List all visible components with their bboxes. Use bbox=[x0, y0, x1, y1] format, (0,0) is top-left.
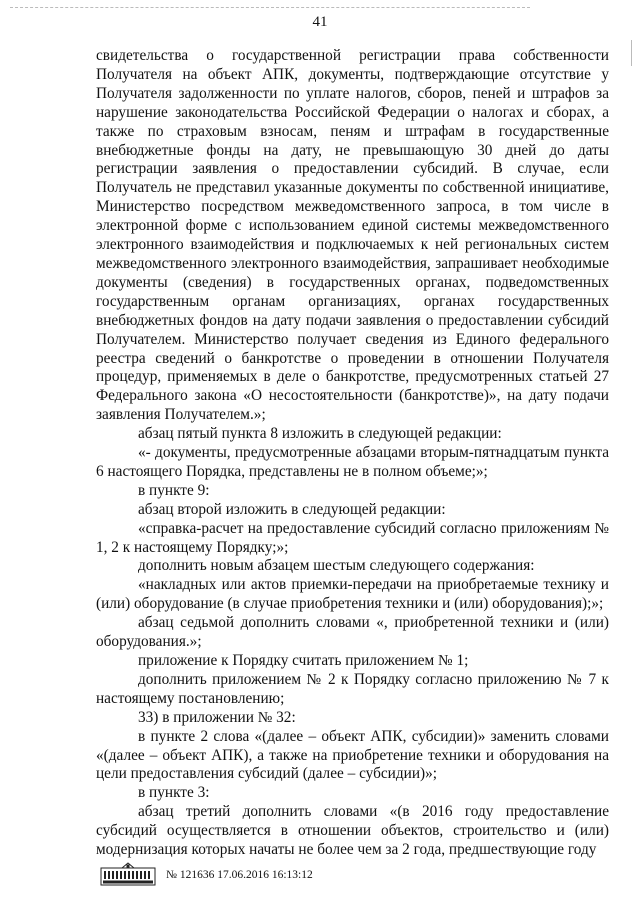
registration-number: № 121636 17.06.2016 16:13:12 bbox=[166, 869, 313, 881]
scan-edge-line bbox=[10, 7, 530, 10]
paragraph: в пункте 2 слова «(далее – объект АПК, субсидии)» заменить словами «(далее – объект АПК), а также на приобретение техники и оборудования на цели предоставления субсидий (далее – субсидии)»; bbox=[96, 727, 609, 783]
paragraph: в пункте 9: bbox=[138, 481, 210, 499]
paragraph: абзац седьмой дополнить словами «, приобретенной техники и (или) оборудования.»; bbox=[96, 614, 609, 651]
paragraph: в пункте 3: bbox=[138, 784, 210, 802]
paragraph: абзац третий дополнить словами «(в 2016 году предоставление субсидий осуществляется в отношении объектов, строительство и (или) модернизация которых начаты не более чем за 2 года, предшествующие году bbox=[96, 803, 609, 859]
paragraph: абзац второй изложить в следующей редакции: bbox=[138, 500, 446, 518]
paragraph: дополнить приложением № 2 к Порядку согласно приложению № 7 к настоящему постановлению; bbox=[96, 670, 609, 707]
paragraph: «накладных или актов приемки-передачи на приобретаемые технику и (или) оборудование (в случае приобретения техники и (или) оборудования);»; bbox=[96, 576, 609, 613]
paragraph: 33) в приложении № 32: bbox=[138, 708, 296, 726]
paragraph: дополнить новым абзацем шестым следующего содержания: bbox=[138, 557, 535, 575]
paragraph: свидетельства о государственной регистрации права собственности Получателя на объект АПК, документы, подтверждающие отсутствие у Получателя задолженности по уплате налогов, сборов, пеней и штрафов за нарушение законодательства Российской Федерации о налогах и сборах, а также по страховым взносам, пеням и штрафам в государственные внебюджетные фонды на дату, не превышающую 30 дней до даты регистрации заявления о предоставлении субсидий. В случае, если Получатель не представил указанные документы по собственной инициативе, Министерство посредством межведомственного запроса, в том числе в электронной форме с использованием единой системы межведомственного электронного взаимодействия и подключаемых к ней региональных систем межведомственного электронного взаимодействия, запрашивает необходимые документы (сведения) в государственных органах, подведомственных государственным органам организациях, органах государственных внебюджетных фондов на дату подачи заявления о предоставлении субсидий Получателем. Министерство получает сведения из Единого федерального реестра сведений о банкротстве о проведении в отношении Получателя процедур, применяемых в деле о банкротстве, предусмотренных статьей 27 Федерального закона «О несостоятельности (банкротстве)», на дату подачи заявления Получателем.»; bbox=[96, 47, 609, 424]
paragraph: приложение к Порядку считать приложением № 1; bbox=[138, 652, 469, 669]
page-number: 41 bbox=[312, 14, 328, 30]
document-stamp-icon bbox=[100, 862, 156, 886]
registration-footer bbox=[100, 862, 400, 888]
paragraph: «справка-расчет на предоставление субсидий согласно приложениям № 1, 2 к настоящему Порядку;»; bbox=[96, 519, 609, 556]
document-body bbox=[96, 47, 609, 860]
paragraph: «- документы, предусмотренные абзацами вторым-пятнадцатым пункта 6 настоящего Порядка, представлены не в полном объеме;»; bbox=[96, 444, 609, 480]
scan-edge-mark bbox=[631, 40, 632, 66]
paragraph: абзац пятый пункта 8 изложить в следующей редакции: bbox=[138, 425, 502, 443]
